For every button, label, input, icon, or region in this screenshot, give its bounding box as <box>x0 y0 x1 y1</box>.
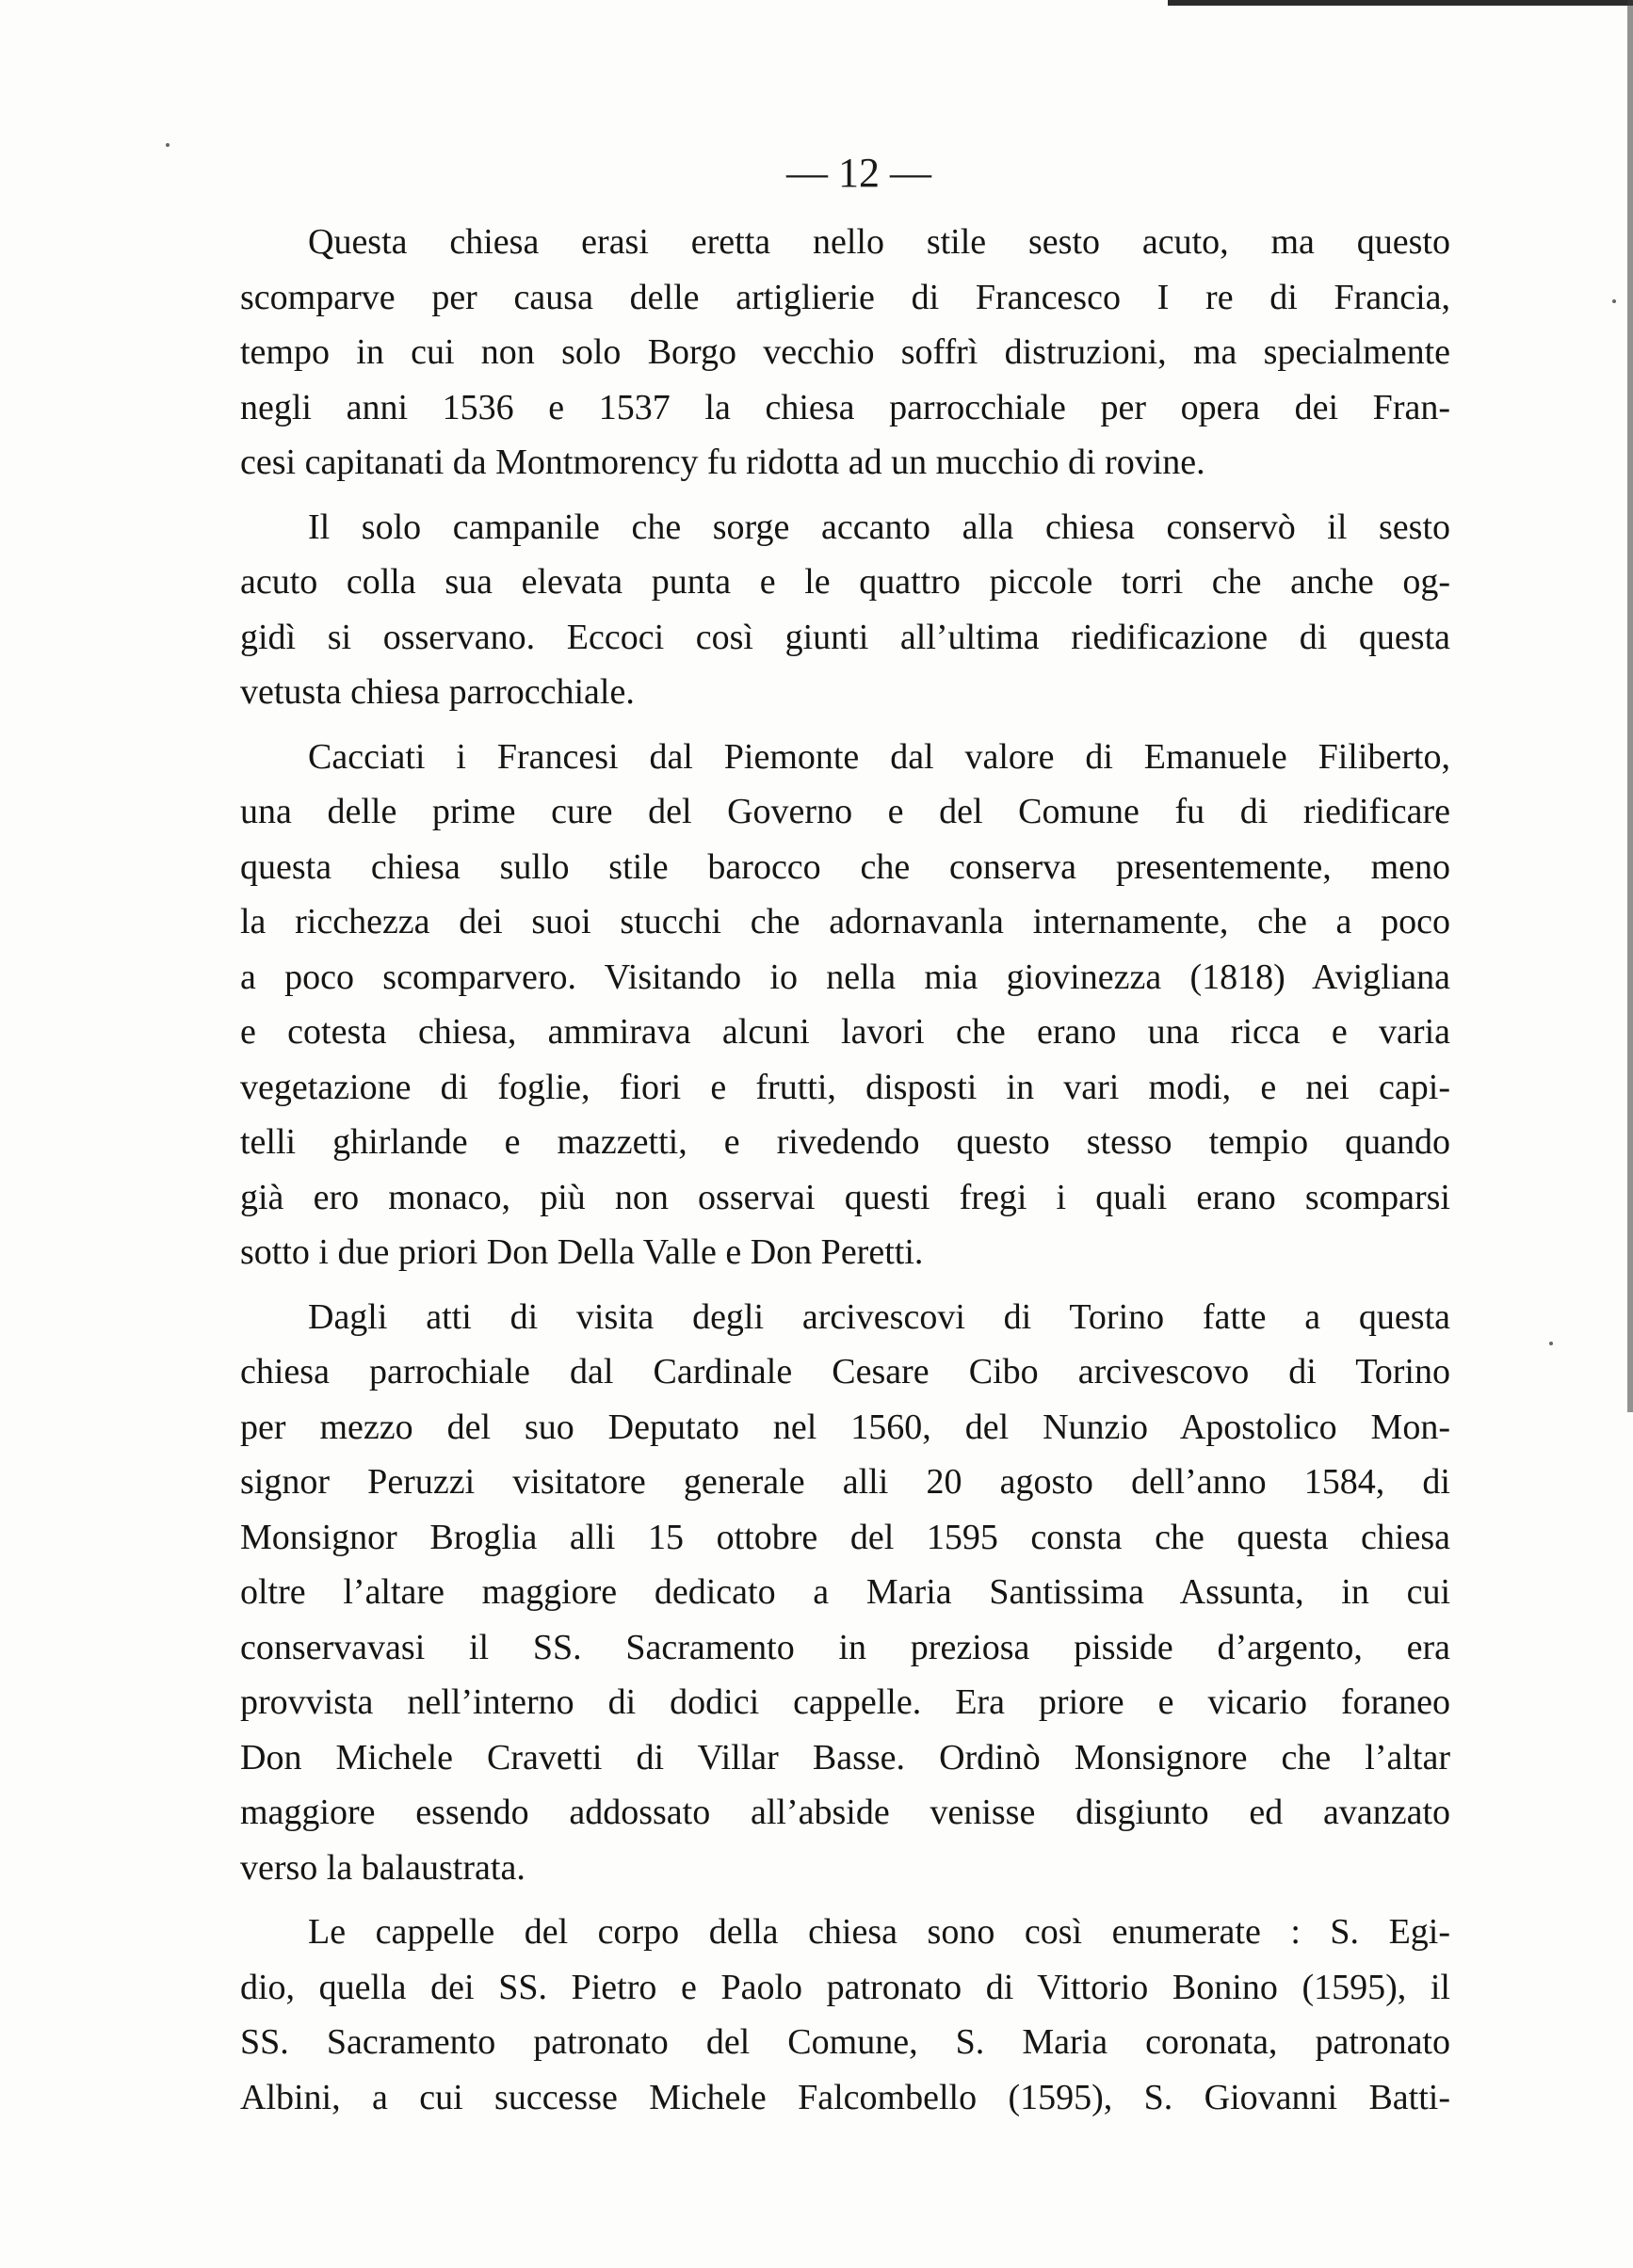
page-number: — 12 — <box>786 150 931 196</box>
scan-speck <box>166 143 170 147</box>
text-line: a poco scomparvero. Visitando io nella mia giovinezza (1818) Avigliana <box>240 957 1450 997</box>
text-line: provvista nell’interno di dodici cappelle. Era priore e vicario foraneo <box>240 1682 1450 1722</box>
text-line: per mezzo del suo Deputato nel 1560, del Nunzio Apostolico Mon- <box>240 1407 1450 1447</box>
text-line: Il solo campanile che sorge accanto alla chiesa conservò il sesto <box>308 507 1450 547</box>
text-line: signor Peruzzi visitatore generale alli 20 agosto dell’anno 1584, di <box>240 1462 1450 1502</box>
text-line: scomparve per causa delle artiglierie di Francesco I re di Francia, <box>240 277 1450 317</box>
text-line: verso la balaustrata. <box>240 1847 525 1888</box>
paragraph-gap <box>240 720 1450 730</box>
scan-edge-top <box>1168 0 1633 6</box>
text-line: vegetazione di foglie, fiori e frutti, disposti in vari modi, e nei capi- <box>240 1067 1450 1107</box>
text-line: telli ghirlande e mazzetti, e rivedendo questo stesso tempio quando <box>240 1122 1450 1162</box>
text-line: Le cappelle del corpo della chiesa sono così enumerate : S. Egi- <box>308 1912 1450 1952</box>
text-line: negli anni 1536 e 1537 la chiesa parrocchiale per opera dei Fran- <box>240 387 1450 427</box>
text-line: una delle prime cure del Governo e del Comune fu di riedificare <box>240 792 1450 831</box>
scan-speck <box>1612 299 1616 303</box>
scan-edge-right <box>1627 0 1633 1412</box>
text-line: vetusta chiesa parrocchiale. <box>240 672 635 712</box>
text-line: cesi capitanati da Montmorency fu ridotta ad un mucchio di rovine. <box>240 442 1205 482</box>
text-line: dio, quella dei SS. Pietro e Paolo patronato di Vittorio Bonino (1595), il <box>240 1967 1450 2007</box>
text-line: oltre l’altare maggiore dedicato a Maria Santissima Assunta, in cui <box>240 1572 1450 1612</box>
text-line: e cotesta chiesa, ammirava alcuni lavori che erano una ricca e varia <box>240 1012 1450 1052</box>
text-line: Dagli atti di visita degli arcivescovi di Torino fatte a questa <box>308 1296 1450 1337</box>
body-text <box>240 215 1450 2125</box>
paragraph <box>240 500 1450 720</box>
text-line: Don Michele Cravetti di Villar Basse. Ordinò Monsignore che l’altar <box>240 1737 1450 1777</box>
paragraph <box>240 1290 1450 1896</box>
text-line: conservavasi il SS. Sacramento in preziosa pisside d’argento, era <box>240 1627 1450 1667</box>
text-line: questa chiesa sullo stile barocco che conserva presentemente, meno <box>240 846 1450 887</box>
text-line: la ricchezza dei suoi stucchi che adornavanla internamente, che a poco <box>240 902 1450 941</box>
paragraph <box>240 1905 1450 2125</box>
text-line: Cacciati i Francesi dal Piemonte dal valore di Emanuele Filiberto, <box>308 736 1450 777</box>
text-line: maggiore essendo addossato all’abside venisse disgiunto ed avanzato <box>240 1793 1450 1832</box>
text-line: acuto colla sua elevata punta e le quattro piccole torri che anche og- <box>240 562 1450 602</box>
paragraph <box>240 215 1450 491</box>
paragraph-gap <box>240 491 1450 500</box>
text-line: gidì si osservano. Eccoci così giunti all’ultima riedificazione di questa <box>240 617 1450 657</box>
text-line: Monsignor Broglia alli 15 ottobre del 1595 consta che questa chiesa <box>240 1517 1450 1557</box>
scan-speck <box>1549 1342 1553 1345</box>
paragraph-gap <box>240 1895 1450 1905</box>
text-line: chiesa parrochiale dal Cardinale Cesare Cibo arcivescovo di Torino <box>240 1352 1450 1391</box>
text-line: tempo in cui non solo Borgo vecchio soffrì distruzioni, ma specialmente <box>240 332 1450 372</box>
paragraph <box>240 730 1450 1280</box>
paragraph-gap <box>240 1280 1450 1290</box>
text-line: sotto i due priori Don Della Valle e Don Peretti. <box>240 1232 924 1272</box>
text-line: Questa chiesa erasi eretta nello stile sesto acuto, ma questo <box>308 222 1450 262</box>
text-line: SS. Sacramento patronato del Comune, S. Maria coronata, patronato <box>240 2022 1450 2062</box>
text-line: Albini, a cui successe Michele Falcombello (1595), S. Giovanni Batti- <box>240 2077 1450 2117</box>
text-line: già ero monaco, più non osservai questi fregi i quali erano scomparsi <box>240 1177 1450 1217</box>
